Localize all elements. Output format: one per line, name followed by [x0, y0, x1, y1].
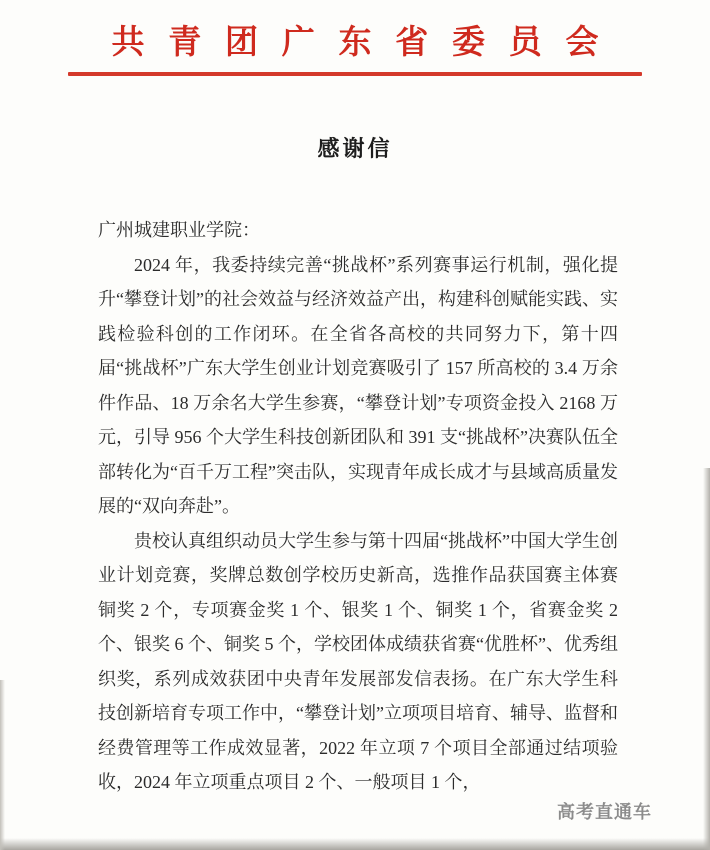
- letterhead: [0, 0, 710, 76]
- letter-body: [0, 213, 710, 800]
- letterhead-rule: [68, 72, 642, 76]
- letter-title: 感谢信: [317, 136, 393, 161]
- scan-edge-bottom: [0, 838, 710, 850]
- scan-edge-right: [703, 468, 710, 850]
- letterhead-org-title: 共青团广东省委员会: [111, 25, 623, 61]
- paragraph: 贵校认真组织动员大学生参与第十四届“挑战杯”中国大学生创业计划竞赛，奖牌总数创学校历史新高，选推作品获国赛主体赛铜奖 2 个，专项赛金奖 1 个、银奖 1 个、铜奖 1 个，省赛金奖 2 个、银奖 6 个、铜奖 5 个，学校团体成绩获省赛“优胜杯”、优秀组织奖，系列成效获团中央青年发展部发信表扬。在广东大学生科技创新培育专项工作中，“攀登计划”立项项目培育、辅导、监督和经费管理等工作成效显著，2022 年立项 7 个项目全部通过结项验收，2024 年立项重点项目 2 个、一般项目 1 个，: [98, 530, 618, 792]
- watermark: 高考直通车: [557, 802, 652, 822]
- scan-edge-left: [0, 680, 5, 850]
- paragraph: 2024 年，我委持续完善“挑战杯”系列赛事运行机制，强化提升“攀登计划”的社会效益与经济效益产出，构建科创赋能实践、实践检验科创的工作闭环。在全省各高校的共同努力下，第十四届“挑战杯”广东大学生创业计划竞赛吸引了 157 所高校的 3.4 万余件作品、18 万余名大学生参赛，“攀登计划”专项资金投入 2168 万元，引导 956 个大学生科技创新团队和 391 支“挑战杯”决赛队伍全部转化为“百千万工程”突击队，实现青年成长成才与县域高质量发展的“双向奔赴”。: [98, 254, 618, 516]
- salutation: 广州城建职业学院：: [98, 220, 260, 240]
